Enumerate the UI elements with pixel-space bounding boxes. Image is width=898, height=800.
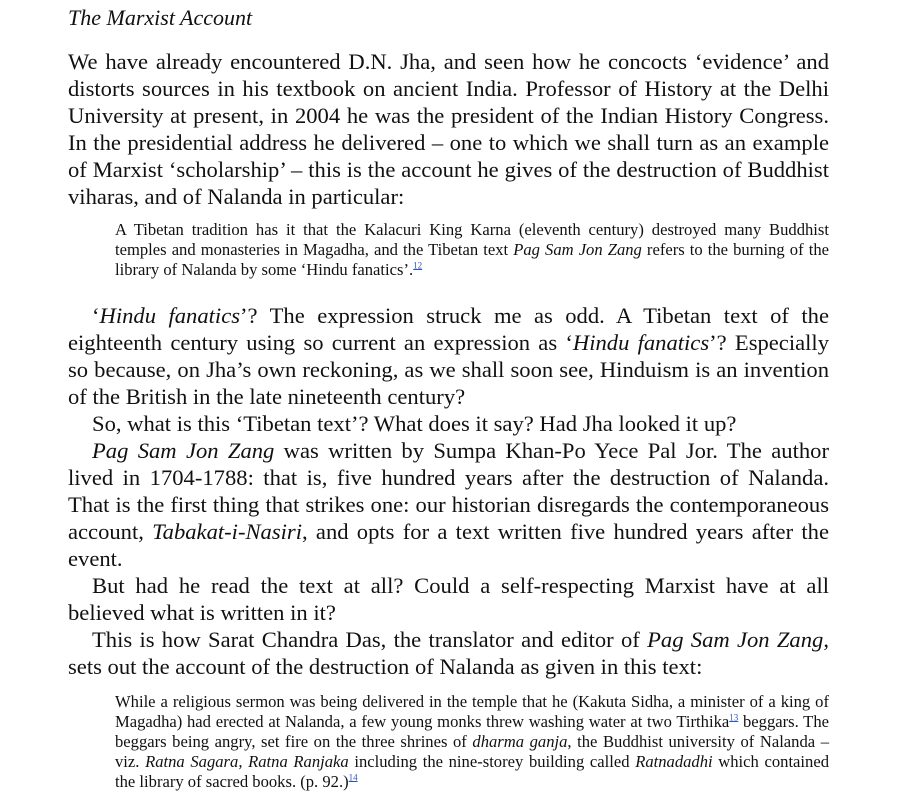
book-title: Pag Sam Jon Zang [513, 240, 642, 259]
section-title: The Marxist Account [68, 5, 253, 30]
book-title: Pag Sam Jon Zang [647, 627, 824, 652]
spacer [68, 280, 829, 302]
paragraph-question: So, what is this ‘Tibetan text’? What does it say? Had Jha looked it up? [92, 411, 737, 436]
paragraph-hindu-fanatics: ‘Hindu fanatics’? The expression struck me as odd. A Tibetan text of the eighteenth century using so current an expression as ‘Hindu fanatics’? Especially so because, on Jha’s own reckoning, as we shall soon see, Hinduism is an invention of the British in the late nineteenth century? [68, 303, 829, 409]
paragraph-intro: We have already encountered D.N. Jha, and seen how he concocts ‘evidence’ and distorts sources in his textbook on ancient India. Professor of History at the Delhi University at present, in 2004 he was the president of the Indian History Congress. In the presidential address he delivered – one to which we shall turn as an example of Marxist ‘scholarship’ – this is the account he gives of the destruction of Buddhist viharas, and of Nalanda in particular: [68, 49, 829, 209]
quote-text: refers to the burning of the library of Nalanda by some ‘Hindu fanatics’. [115, 240, 829, 279]
footnote-ref-12[interactable]: 12 [413, 260, 423, 271]
paragraph-author: Pag Sam Jon Zang was written by Sumpa Khan-Po Yece Pal Jor. The author lived in 1704-1788: that is, five hundred years after the destruction of Nalanda. That is the first thing that strikes one: our historian disregards the contemporaneous account, Tabakat-i-Nasiri, and opts for a text written five hundred years after the event. [68, 438, 829, 571]
emphasis-term: Hindu fanatics [572, 330, 710, 355]
emphasis-term: Ratna Sagara, Ratna Ranjaka [145, 752, 349, 771]
book-title: Pag Sam Jon Zang [92, 438, 275, 463]
emphasis-term: Ratnadadhi [635, 752, 713, 771]
emphasis-term: Hindu fanatics [99, 303, 241, 328]
footnote-ref-14[interactable]: 14 [348, 772, 358, 783]
document-page [68, 0, 829, 792]
paragraph-read-text: But had he read the text at all? Could a self-respecting Marxist have at all believed what is written in it? [68, 573, 829, 625]
source-title: Tabakat-i-Nasiri [152, 519, 302, 544]
footnote-ref-13[interactable]: 13 [729, 712, 739, 723]
block-quote-das: While a religious sermon was being delivered in the temple that he (Kakuta Sidha, a minister of a king of Magadha) had erected at Nalanda, a few young monks threw washing water at two Tirthika$^{13}$ beggars. The beggars being angry, set fire on the three shrines of dharma ganja, the Buddhist university of Nalanda – viz. Ratna Sagara, Ratna Ranjaka including the nine-storey building called Ratnadadhi which contained the library of sacred books. (p. 92.)$^{14}$ [115, 692, 830, 791]
block-quote-jha [115, 220, 829, 280]
quote-text: A Tibetan tradition has it that the Kalacuri King Karna (eleventh century) destroyed many Buddhist temples and monasteries in Magadha, and the Tibetan text [115, 220, 829, 259]
paragraph-translator: This is how Sarat Chandra Das, the translator and editor of Pag Sam Jon Zang, sets out the account of the destruction of Nalanda as given in this text: [68, 627, 829, 679]
emphasis-term: dharma ganja [472, 732, 568, 751]
